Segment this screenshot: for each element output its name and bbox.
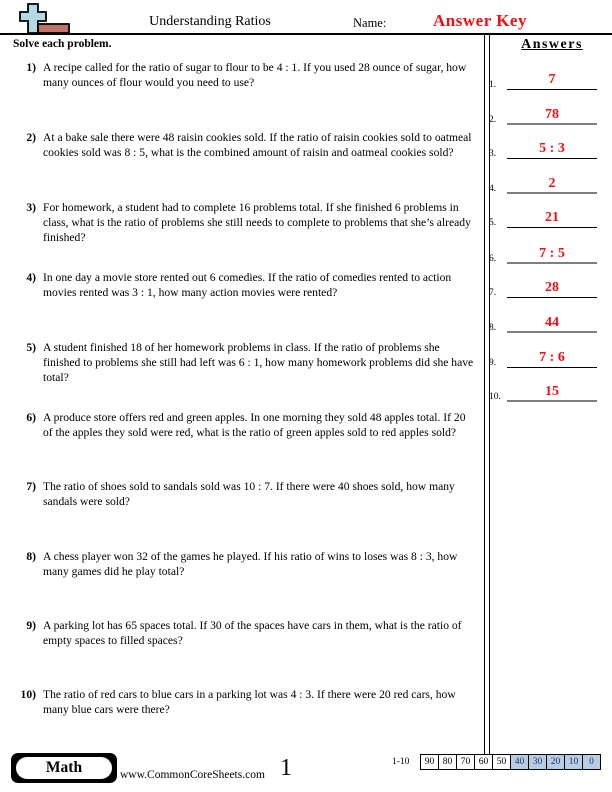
problem-text: The ratio of shoes sold to sandals sold was 10 : 7. If there were 40 shoes sold, how many sandals were sold? [43,480,455,508]
score-cell: 80 [438,754,457,770]
answer-row [489,383,603,402]
answer-number: 10. [489,392,501,402]
problem-text: A produce store offers red and green apples. In one morning they sold 48 apples total. If 20 of the apples they sold were red, what is the ratio of green apples sold to red apples sold? [43,411,466,439]
answer-row [489,279,603,298]
name-label: Name: [353,16,387,30]
answer-number: 5. [489,218,497,228]
score-cell: 50 [492,754,511,770]
page-number: 1 [280,755,292,781]
problem-number: 10) [20,688,36,701]
subject-badge [11,753,117,783]
problem-number: 9) [26,619,36,632]
problem-number: 1) [26,61,36,74]
answer-blank-line: 28 [507,279,597,298]
answer-row [489,314,603,333]
problem-number: 8) [26,550,36,563]
answer-number: 1. [489,80,497,90]
score-scale [421,754,601,770]
problem-text: In one day a movie store rented out 6 comedies. If the ratio of comedies rented to action movies rented was 3 : 1, how many action movies were rented? [43,271,452,299]
answer-row [489,140,603,159]
website-text: www.CommonCoreSheets.com [120,769,265,781]
problem-item [0,340,480,385]
problem-item [0,687,480,717]
answer-number: 9. [489,358,497,368]
answer-number: 7. [489,288,497,298]
answer-row [489,71,603,90]
answer-row [489,106,603,125]
score-cell: 30 [528,754,547,770]
problem-text: The ratio of red cars to blue cars in a parking lot was 4 : 3. If there were 20 red cars, how many blue cars were there? [43,688,456,716]
answer-number: 4. [489,184,497,194]
problem-item [0,479,480,509]
answer-row [489,209,603,228]
score-cell: 70 [456,754,475,770]
answer-row [489,245,603,264]
answer-key-text: Answer Key [433,11,527,30]
score-cell: 20 [546,754,565,770]
instructions-text: Solve each problem. [13,38,112,50]
problem-text: A recipe called for the ratio of sugar to flour to be 4 : 1. If you used 28 ounce of sugar, how many ounces of flour would you need to use? [43,61,467,89]
problem-text: For homework, a student had to complete 16 problems total. If she finished 6 problems in class, what is the ratio of problems she still needs to complete to problems that she’s already finished? [43,201,471,244]
problem-number: 6) [26,411,36,424]
answer-number: 3. [489,149,497,159]
answer-blank-line: 7 : 6 [507,349,597,368]
answer-blank-line: 5 : 3 [507,140,597,159]
answer-row [489,175,603,194]
answer-blank-line: 2 [507,175,597,194]
problem-item [0,618,480,648]
answer-number: 2. [489,115,497,125]
problem-number: 2) [26,131,36,144]
score-cell: 10 [564,754,583,770]
problem-item [0,60,480,90]
problem-number: 4) [26,271,36,284]
plus-and-bar-math-icon [12,3,92,34]
header-rule [0,33,612,35]
problem-item [0,270,480,300]
problem-text: A chess player won 32 of the games he played. If his ratio of wins to loses was 8 : 3, how many games did he play total? [43,550,458,578]
problem-number: 7) [26,480,36,493]
answer-blank-line: 78 [507,106,597,125]
problem-item [0,200,480,245]
problem-item [0,410,480,440]
problem-number: 5) [26,341,36,354]
answer-blank-line: 7 : 5 [507,245,597,264]
score-cell: 0 [582,754,601,770]
problem-number: 3) [26,201,36,214]
problem-item [0,549,480,579]
score-cell: 40 [510,754,529,770]
answer-number: 6. [489,254,497,264]
answer-blank-line: 44 [507,314,597,333]
score-cell: 90 [420,754,439,770]
answer-blank-line: 15 [507,383,597,402]
answer-blank-line: 21 [507,209,597,228]
score-cell: 60 [474,754,493,770]
problem-text: At a bake sale there were 48 raisin cookies sold. If the ratio of raisin cookies sold to oatmeal cookies sold was 8 : 5, what is the combined amount of raisin and oatmeal cookies sold? [43,131,472,159]
score-range-label: 1-10 [392,757,410,767]
answer-blank-line: 7 [507,71,597,90]
problem-item [0,130,480,160]
answers-heading: Answers [521,37,583,52]
worksheet-title: Understanding Ratios [149,14,271,29]
problem-text: A parking lot has 65 spaces total. If 30 of the spaces have cars in them, what is the ratio of empty spaces to filled spaces? [43,619,462,647]
subject-badge-label: Math [15,756,113,780]
answer-number: 8. [489,323,497,333]
answer-row [489,349,603,368]
problem-text: A student finished 18 of her homework problems in class. If the ratio of problems she finished to problems she still had left was 6 : 1, how many homework problems did she have total? [43,341,474,384]
